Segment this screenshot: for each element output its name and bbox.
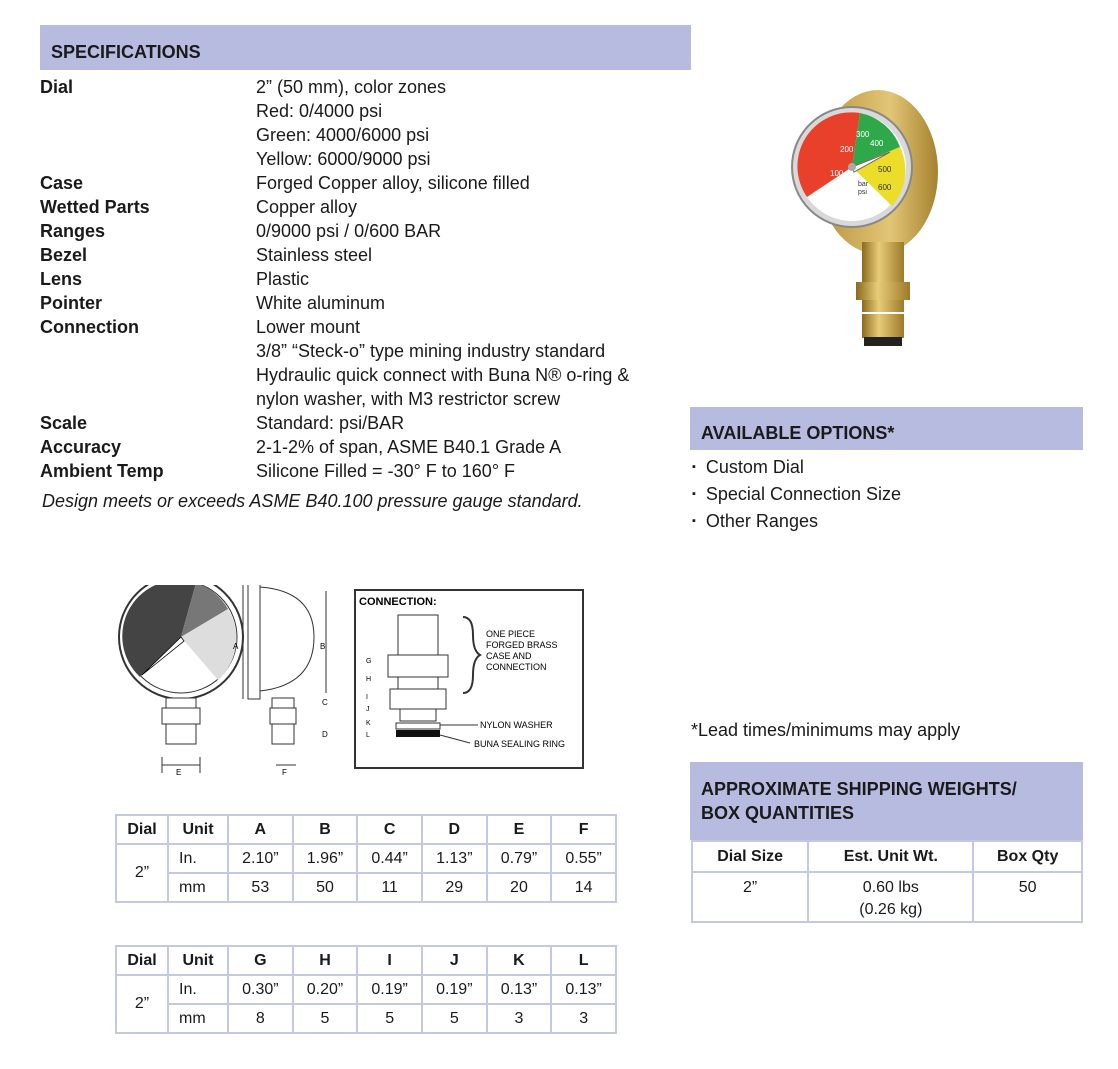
value-cell: 53 xyxy=(228,873,293,902)
specifications-list xyxy=(40,75,629,483)
column-header: Unit xyxy=(168,815,228,844)
column-header: D xyxy=(422,815,487,844)
spec-value: White aluminum xyxy=(256,293,386,313)
spec-values xyxy=(256,219,441,243)
gauge-photo xyxy=(790,82,940,362)
unit-psi: psi xyxy=(858,189,867,196)
value-cell: 0.44” xyxy=(357,844,422,873)
spec-values xyxy=(256,435,561,459)
specifications-header: SPECIFICATIONS xyxy=(40,25,691,70)
value-cell: 3 xyxy=(551,1004,616,1033)
unit-bar: bar xyxy=(858,181,869,188)
spec-row xyxy=(40,171,629,195)
value-cell: 8 xyxy=(228,1004,293,1033)
spec-value: 2” (50 mm), color zones xyxy=(256,77,447,97)
spec-label: Bezel xyxy=(40,245,88,265)
spec-value: Yellow: 6000/9000 psi xyxy=(256,149,431,169)
spec-label: Accuracy xyxy=(40,437,122,457)
col-box-qty: Box Qty xyxy=(973,841,1082,872)
column-header: G xyxy=(228,946,293,975)
spec-values xyxy=(256,75,446,171)
dial-mark-200: 200 xyxy=(840,145,854,154)
spec-values xyxy=(256,171,530,195)
dim-letter-b: B xyxy=(320,642,326,651)
value-cell: 20 xyxy=(487,873,552,902)
spec-label: Scale xyxy=(40,413,88,433)
column-header: L xyxy=(551,946,616,975)
spec-value: Lower mount xyxy=(256,317,361,337)
spec-row xyxy=(40,75,629,171)
table-row xyxy=(692,872,1082,922)
value-cell: 5 xyxy=(293,1004,358,1033)
spec-values xyxy=(256,243,372,267)
column-header: C xyxy=(357,815,422,844)
spec-values xyxy=(256,267,309,291)
value-cell: 5 xyxy=(422,1004,487,1033)
value-cell: 11 xyxy=(357,873,422,902)
spec-label: Connection xyxy=(40,317,139,337)
value-cell: 1.13” xyxy=(422,844,487,873)
dim-letter-d: D xyxy=(322,730,328,739)
spec-row xyxy=(40,243,629,267)
value-cell: 14 xyxy=(551,873,616,902)
spec-row xyxy=(40,195,629,219)
value-cell: 50 xyxy=(293,873,358,902)
spec-values xyxy=(256,411,404,435)
spec-row xyxy=(40,411,629,435)
option-item: ▪ Other Ranges xyxy=(692,509,901,536)
dial-mark-500: 500 xyxy=(878,165,892,174)
brass-note-2: FORGED BRASS xyxy=(486,640,558,650)
value-cell: 0.79” xyxy=(487,844,552,873)
spec-label: Dial xyxy=(40,77,74,97)
column-header: B xyxy=(293,815,358,844)
column-header: F xyxy=(551,815,616,844)
available-options-header: AVAILABLE OPTIONS* xyxy=(690,407,1083,450)
value-cell: 2.10” xyxy=(228,844,293,873)
unit-weight-cell xyxy=(808,872,973,922)
value-cell: 3 xyxy=(487,1004,552,1033)
value-cell: 0.19” xyxy=(357,975,422,1004)
design-note: Design meets or exceeds ASME B40.100 pressure gauge standard. xyxy=(42,491,583,511)
table-row xyxy=(116,873,616,902)
lead-time-note: *Lead times/minimums may apply xyxy=(691,720,961,740)
column-header: Dial xyxy=(116,946,168,975)
dim-letter-a: A xyxy=(233,642,239,651)
column-header: K xyxy=(487,946,552,975)
unit-cell: mm xyxy=(168,1004,228,1033)
dimension-table-a-f xyxy=(115,814,617,903)
dim-letter-c: C xyxy=(322,698,328,707)
spec-row xyxy=(40,459,629,483)
brass-note-1: ONE PIECE xyxy=(486,629,536,639)
col-unit-weight: Est. Unit Wt. xyxy=(808,841,973,872)
weight-kg: (0.26 kg) xyxy=(859,901,923,918)
spec-values xyxy=(256,315,629,411)
spec-row xyxy=(40,267,629,291)
table-row xyxy=(116,844,616,873)
value-cell: 0.20” xyxy=(293,975,358,1004)
spec-row xyxy=(40,291,629,315)
dial-cell: 2” xyxy=(116,975,168,1033)
spec-row xyxy=(40,219,629,243)
table-row xyxy=(116,975,616,1004)
spec-row xyxy=(40,315,629,411)
value-cell: 1.96” xyxy=(293,844,358,873)
spec-value: Red: 0/4000 psi xyxy=(256,101,383,121)
column-header: I xyxy=(357,946,422,975)
connection-label: CONNECTION: xyxy=(359,596,437,608)
column-header: Dial xyxy=(116,815,168,844)
spec-value: Hydraulic quick connect with Buna N® o-ring & xyxy=(256,365,630,385)
unit-cell: mm xyxy=(168,873,228,902)
dim-letter-g: G xyxy=(366,658,372,665)
spec-label: Lens xyxy=(40,269,83,289)
col-dial-size: Dial Size xyxy=(692,841,808,872)
value-cell: 0.19” xyxy=(422,975,487,1004)
spec-label: Wetted Parts xyxy=(40,197,150,217)
shipping-title-line1: APPROXIMATE SHIPPING WEIGHTS/ xyxy=(701,779,1017,799)
spec-value: Standard: psi/BAR xyxy=(256,413,405,433)
dim-letter-k: K xyxy=(366,720,371,727)
dimension-diagram xyxy=(118,585,588,780)
value-cell: 0.13” xyxy=(551,975,616,1004)
spec-value: Green: 4000/6000 psi xyxy=(256,125,430,145)
value-cell: 0.13” xyxy=(487,975,552,1004)
shipping-table xyxy=(691,840,1083,923)
option-item: ▪ Special Connection Size xyxy=(692,482,901,509)
unit-cell: In. xyxy=(168,975,228,1004)
brass-note-3: CASE AND xyxy=(486,651,532,661)
brass-note-4: CONNECTION xyxy=(486,662,547,672)
value-cell: 0.55” xyxy=(551,844,616,873)
spec-row xyxy=(40,435,629,459)
dial-mark-600: 600 xyxy=(878,183,892,192)
nylon-washer-label: NYLON WASHER xyxy=(480,720,553,730)
buna-ring-label: BUNA SEALING RING xyxy=(474,739,566,749)
spec-values xyxy=(256,291,385,315)
spec-value: 0/9000 psi / 0/600 BAR xyxy=(256,221,442,241)
column-header: J xyxy=(422,946,487,975)
spec-values xyxy=(256,195,357,219)
spec-value: nylon washer, with M3 restrictor screw xyxy=(256,389,561,409)
spec-label: Ranges xyxy=(40,221,106,241)
spec-label: Ambient Temp xyxy=(40,461,164,481)
dial-mark-300: 300 xyxy=(856,130,870,139)
spec-label: Case xyxy=(40,173,84,193)
shipping-title-line2: BOX QUANTITIES xyxy=(701,803,855,823)
column-header: H xyxy=(293,946,358,975)
spec-value: Plastic xyxy=(256,269,310,289)
column-header: E xyxy=(487,815,552,844)
option-item: ▪ Custom Dial xyxy=(692,455,901,482)
value-cell: 0.30” xyxy=(228,975,293,1004)
dial-mark-100: 100 xyxy=(830,169,844,178)
spec-value: Silicone Filled = -30° F to 160° F xyxy=(256,461,516,481)
dial-mark-400: 400 xyxy=(870,139,884,148)
table-row xyxy=(116,1004,616,1033)
dim-letter-f: F xyxy=(282,768,287,777)
dial-cell: 2” xyxy=(116,844,168,902)
dim-letter-l: L xyxy=(366,732,370,739)
spec-value: 2-1-2% of span, ASME B40.1 Grade A xyxy=(256,437,562,457)
spec-value: Forged Copper alloy, silicone filled xyxy=(256,173,530,193)
dial-size-cell: 2” xyxy=(692,872,808,922)
unit-cell: In. xyxy=(168,844,228,873)
dim-letter-j: J xyxy=(366,706,370,713)
spec-value: Copper alloy xyxy=(256,197,358,217)
box-qty-cell: 50 xyxy=(973,872,1082,922)
column-header: Unit xyxy=(168,946,228,975)
column-header: A xyxy=(228,815,293,844)
shipping-header xyxy=(690,762,1083,840)
dim-letter-h: H xyxy=(366,676,372,683)
dim-letter-e: E xyxy=(176,768,182,777)
spec-value: 3/8” “Steck-o” type mining industry standard xyxy=(256,341,606,361)
dimension-table-g-l xyxy=(115,945,617,1034)
value-cell: 5 xyxy=(357,1004,422,1033)
options-list xyxy=(692,455,901,536)
spec-value: Stainless steel xyxy=(256,245,373,265)
dim-letter-i: I xyxy=(366,694,368,701)
value-cell: 29 xyxy=(422,873,487,902)
spec-values xyxy=(256,459,515,483)
weight-lbs: 0.60 lbs xyxy=(862,879,919,896)
spec-label: Pointer xyxy=(40,293,103,313)
